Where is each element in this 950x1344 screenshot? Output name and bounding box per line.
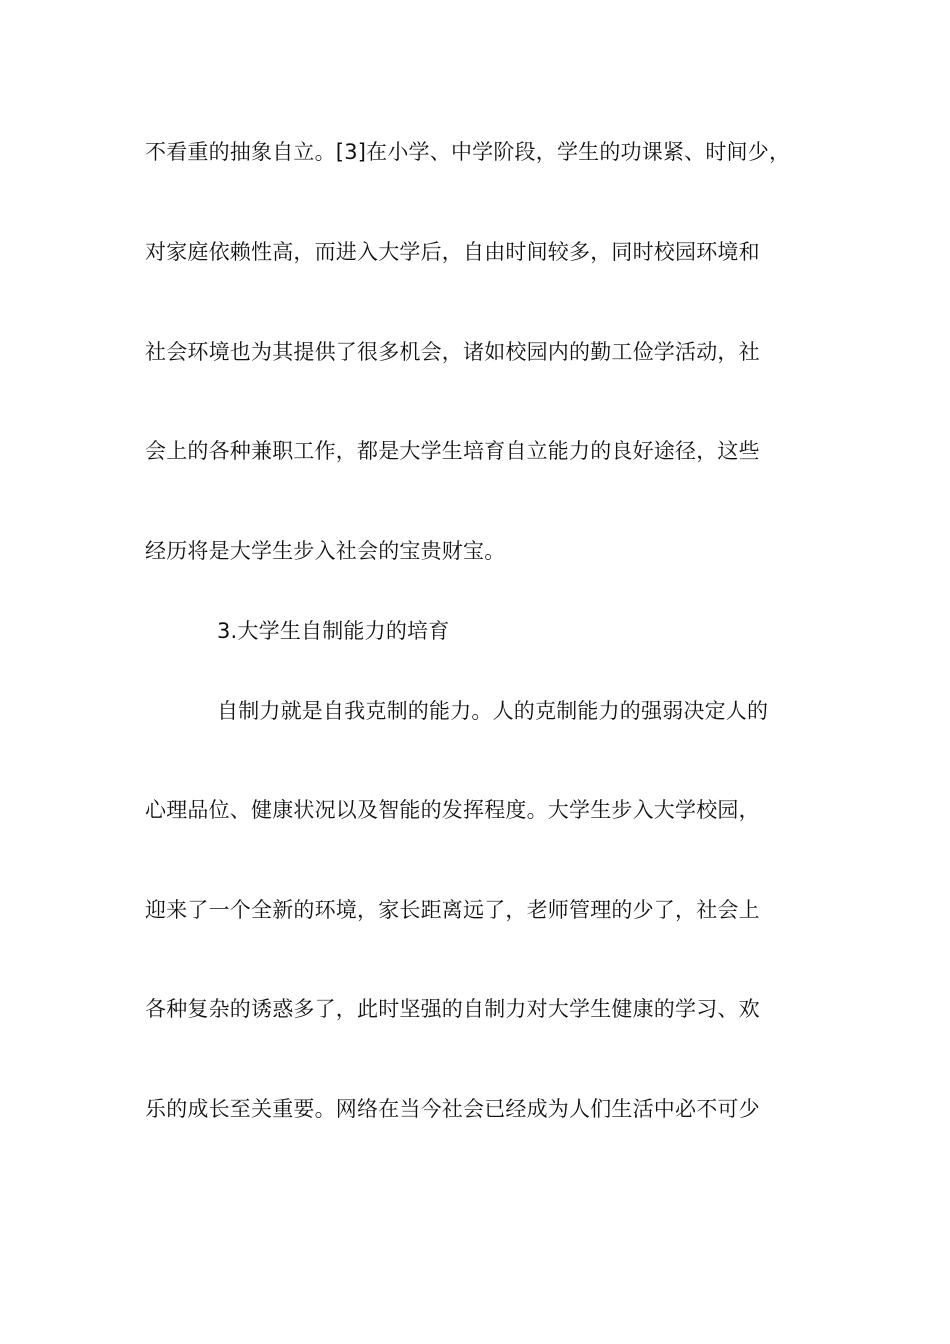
- paragraph-line-2: 对家庭依赖性高，而进入大学后，自由时间较多，同时校园环境和: [145, 240, 760, 264]
- paragraph-line-4: 会上的各种兼职工作，都是大学生培育自立能力的良好途径，这些: [145, 439, 760, 463]
- paragraph-line-5: 经历将是大学生步入社会的宝贵财宝。: [145, 539, 506, 563]
- paragraph-line-7: 心理品位、健康状况以及智能的发挥程度。大学生步入大学校园，: [145, 798, 760, 822]
- paragraph-line-8: 迎来了一个全新的环境，家长距离远了，老师管理的少了，社会上: [145, 898, 760, 922]
- paragraph-line-9: 各种复杂的诱惑多了，此时坚强的自制力对大学生健康的学习、欢: [145, 997, 760, 1021]
- paragraph-line-1: 不看重的抽象自立。[3]在小学、中学阶段，学生的功课紧、时间少，: [145, 140, 791, 164]
- paragraph-line-3: 社会环境也为其提供了很多机会，诸如校园内的勤工俭学活动，社: [145, 340, 760, 364]
- paragraph-line-10: 乐的成长至关重要。网络在当今社会已经成为人们生活中必不可少: [145, 1097, 760, 1121]
- paragraph-line-6: 自制力就是自我克制的能力。人的克制能力的强弱决定人的: [217, 699, 769, 723]
- section-heading: 3.大学生自制能力的培育: [217, 619, 450, 643]
